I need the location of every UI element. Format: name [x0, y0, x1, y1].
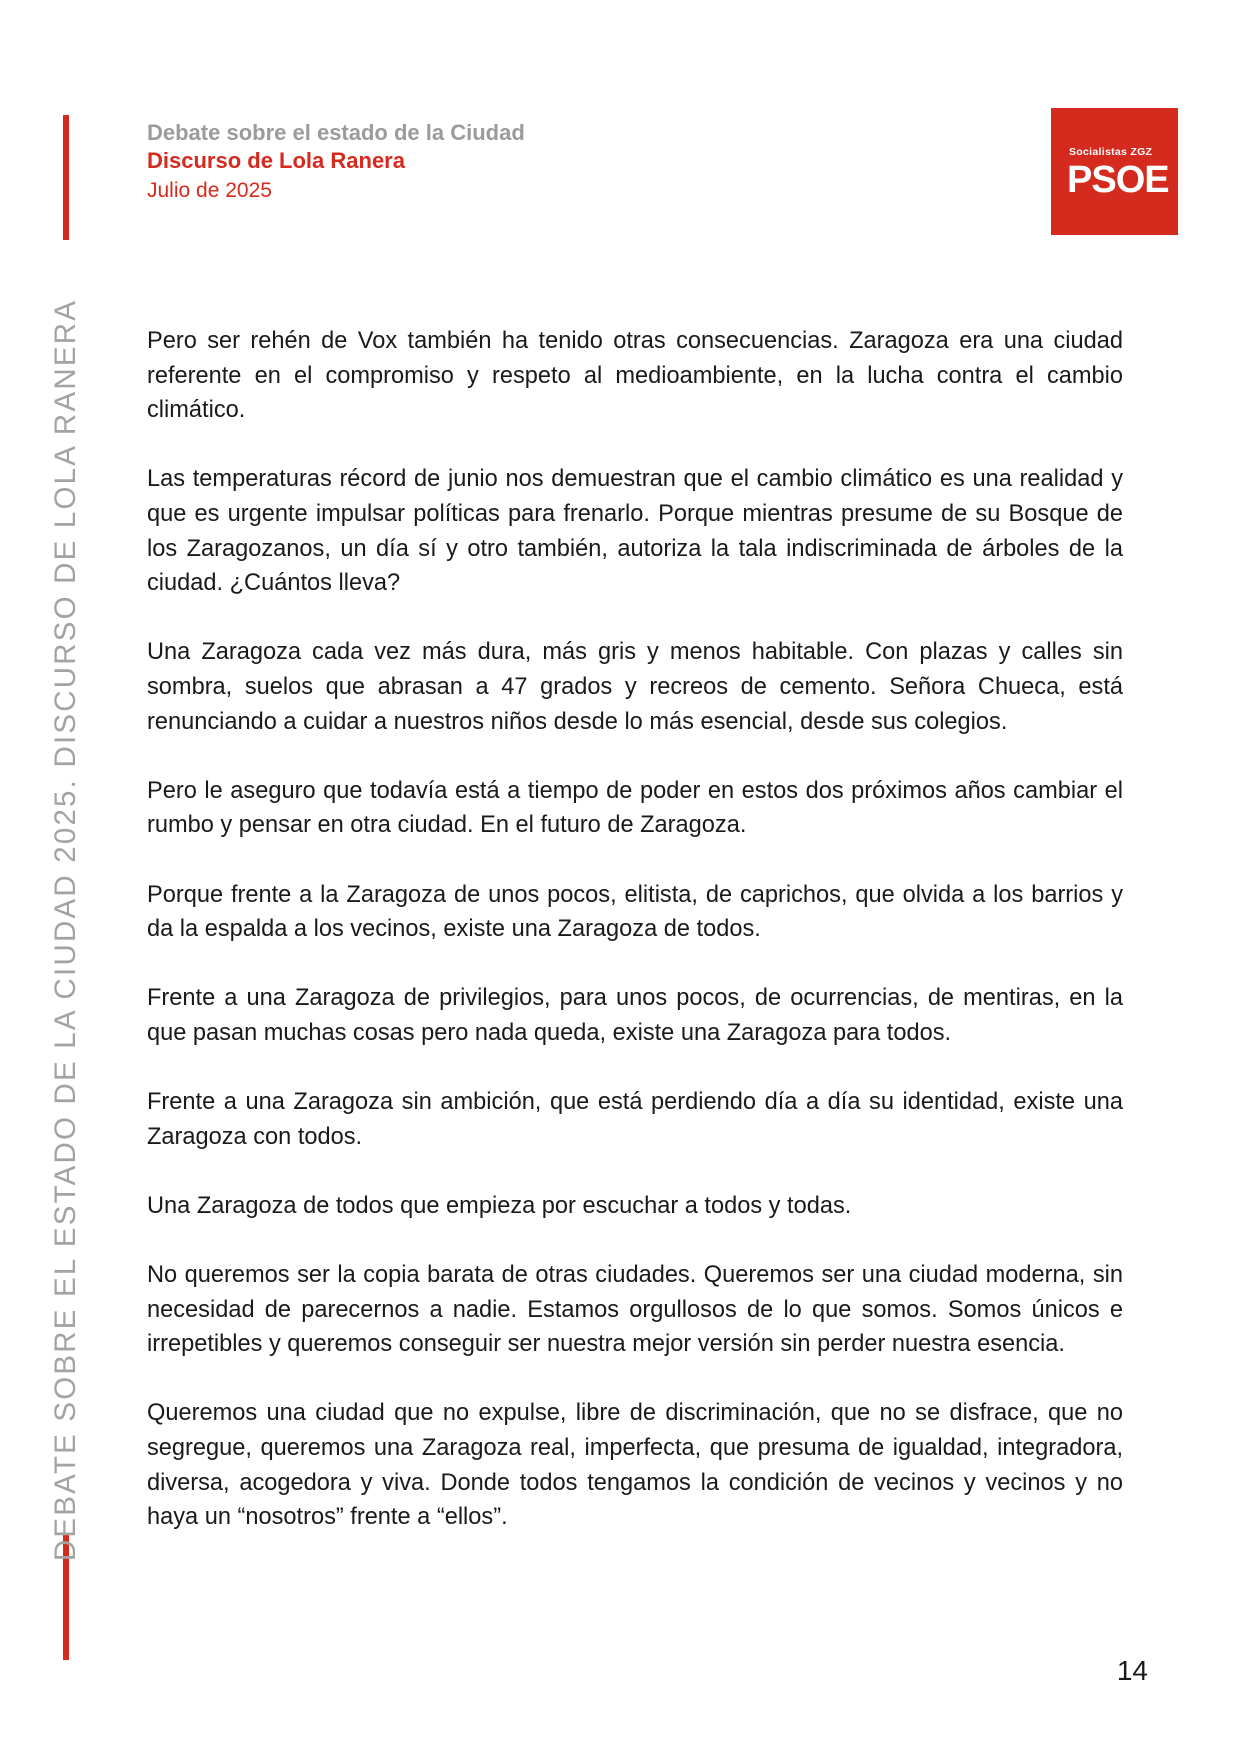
- accent-bar-top: [63, 115, 69, 240]
- paragraph: Una Zaragoza cada vez más dura, más gris y menos habitable. Con plazas y calles sin sombra, suelos que abrasan a 47 grados y recreos de cemento. Señora Chueca, está renunciando a cuidar a nuestros niños desde lo más esencial, desde sus colegios.: [147, 639, 1123, 735]
- logo-subtitle: Socialistas ZGZ: [1069, 146, 1153, 158]
- paragraph: No queremos ser la copia barata de otras ciudades. Queremos ser una ciudad moderna, sin necesidad de parecernos a nadie. Estamos orgullosos de lo que somos. Somos únicos e irrepetibles y queremos conseguir ser nuestra mejor versión sin perder nuestra esencia.: [147, 1262, 1123, 1358]
- paragraph: Pero ser rehén de Vox también ha tenido otras consecuencias. Zaragoza era una ciudad referente en el compromiso y respeto al medioambiente, en la lucha contra el cambio climático.: [147, 328, 1123, 424]
- document-header: [147, 119, 525, 207]
- speech-body: [147, 324, 1123, 1569]
- header-date: Julio de 2025: [147, 179, 272, 202]
- logo-wordmark: PSOE: [1067, 159, 1169, 201]
- header-title: Debate sobre el estado de la Ciudad: [147, 120, 525, 145]
- paragraph: Porque frente a la Zaragoza de unos pocos, elitista, de caprichos, que olvida a los barrios y da la espalda a los vecinos, existe una Zaragoza de todos.: [147, 881, 1123, 943]
- paragraph: Una Zaragoza de todos que empieza por escuchar a todos y todas.: [147, 1192, 852, 1219]
- paragraph: Frente a una Zaragoza sin ambición, que está perdiendo día a día su identidad, existe una Zaragoza con todos.: [147, 1089, 1123, 1150]
- paragraph: Las temperaturas récord de junio nos demuestran que el cambio climático es una realidad y que es urgente impulsar políticas para frenarlo. Porque mientras presume de su Bosque de los Zaragozanos, un día sí y otro también, autoriza la tala indiscriminada de árboles de la ciudad. ¿Cuántos lleva?: [147, 466, 1123, 597]
- page-number: 14: [1116, 1655, 1148, 1686]
- paragraph: Queremos una ciudad que no expulse, libre de discriminación, que no se disfrace, que no segregue, queremos una Zaragoza real, imperfecta, que presuma de igualdad, integradora, diversa, acogedora y viva. Donde todos tengamos la condición de vecinos y vecinos y no haya un “nosotros” frente a “ellos”.: [147, 1400, 1123, 1531]
- paragraph: Frente a una Zaragoza de privilegios, para unos pocos, de ocurrencias, de mentiras, en la que pasan muchas cosas pero nada queda, existe una Zaragoza para todos.: [147, 985, 1123, 1046]
- header-subtitle: Discurso de Lola Ranera: [147, 148, 405, 173]
- vertical-side-title: DEBATE SOBRE EL ESTADO DE LA CIUDAD 2025. DISCURSO DE LOLA RANERA: [49, 298, 82, 1562]
- psoe-logo: [1051, 108, 1178, 235]
- paragraph: Pero le aseguro que todavía está a tiempo de poder en estos dos próximos años cambiar el rumbo y pensar en otra ciudad. En el futuro de Zaragoza.: [147, 777, 1123, 839]
